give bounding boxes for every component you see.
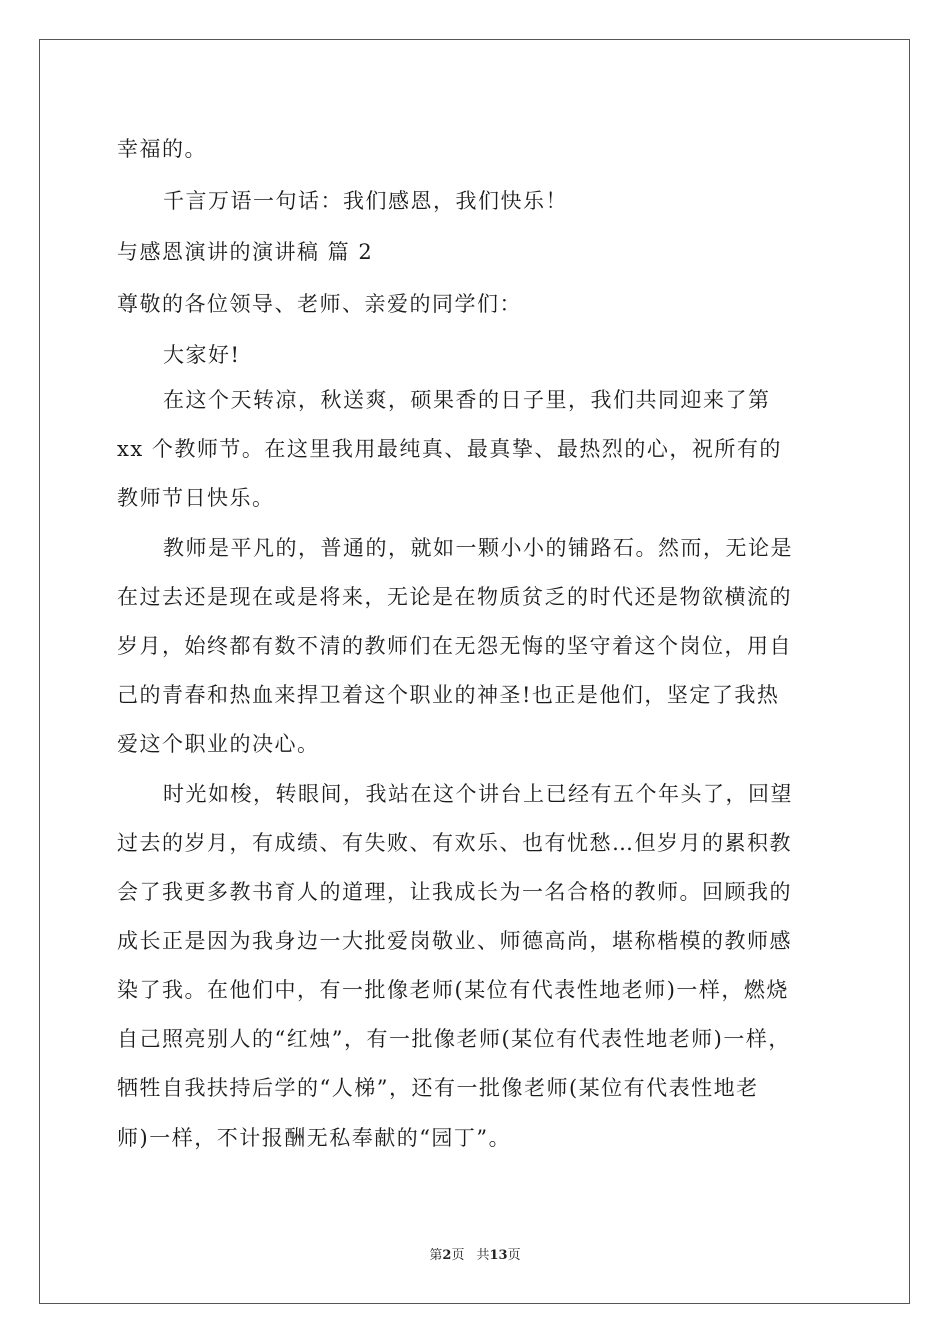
footer-total-pages: 13 — [489, 1248, 508, 1263]
footer-page-suffix: 页 — [451, 1248, 465, 1263]
greeting: 大家好! — [163, 343, 241, 367]
footer-total-prefix: 共 — [476, 1248, 490, 1263]
section-heading: 与感恩演讲的演讲稿 篇 2 — [117, 240, 374, 264]
page-border — [39, 39, 910, 1304]
text-line: 自己照亮别人的“红烛”，有一批像老师(某位有代表性地老师)一样， — [117, 1027, 791, 1051]
text-line: 教师是平凡的，普通的，就如一颗小小的铺路石。然而，无论是 — [163, 536, 793, 560]
text-line: 过去的岁月，有成绩、有失败、有欢乐、也有忧愁…但岁月的累积教 — [117, 831, 792, 855]
text-line: 成长正是因为我身边一大批爱岗敬业、师德高尚，堪称楷模的教师感 — [117, 929, 792, 953]
text-line: 时光如梭，转眼间，我站在这个讲台上已经有五个年头了，回望 — [163, 782, 793, 806]
text-line: 染了我。在他们中，有一批像老师(某位有代表性地老师)一样，燃烧 — [117, 978, 789, 1002]
text-line: 爱这个职业的决心。 — [117, 732, 320, 756]
salutation: 尊敬的各位领导、老师、亲爱的同学们： — [117, 292, 522, 316]
text-line: 教师节日快乐。 — [117, 486, 275, 510]
text-line: 师)一样，不计报酬无私奉献的“园丁”。 — [117, 1126, 512, 1150]
text-line: 幸福的。 — [117, 137, 207, 161]
footer-page-prefix: 第 — [429, 1248, 443, 1263]
text-line: 千言万语一句话：我们感恩，我们快乐！ — [163, 189, 568, 213]
page-footer — [0, 1248, 950, 1264]
text-line: 在过去还是现在或是将来，无论是在物质贫乏的时代还是物欲横流的 — [117, 585, 792, 609]
footer-total-suffix: 页 — [507, 1248, 521, 1263]
text-line: 己的青春和热血来捍卫着这个职业的神圣!也正是他们，坚定了我热 — [117, 683, 780, 707]
text-line: 在这个天转凉，秋送爽，硕果香的日子里，我们共同迎来了第 — [163, 388, 771, 412]
text-line: xx 个教师节。在这里我用最纯真、最真挚、最热烈的心，祝所有的 — [117, 437, 782, 461]
text-line: 会了我更多教书育人的道理，让我成长为一名合格的教师。回顾我的 — [117, 880, 792, 904]
text-line: 岁月，始终都有数不清的教师们在无怨无悔的坚守着这个岗位，用自 — [117, 634, 792, 658]
footer-page-number: 2 — [442, 1248, 452, 1263]
text-line: 牺牲自我扶持后学的“人梯”，还有一批像老师(某位有代表性地老 — [117, 1076, 759, 1100]
